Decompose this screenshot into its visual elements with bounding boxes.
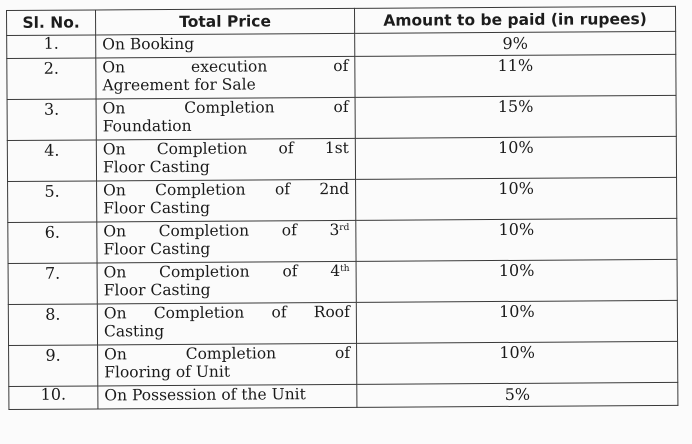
amount-percent-cell: 10% <box>356 259 677 302</box>
payment-stage-cell <box>98 343 357 386</box>
payment-stage-text: On Completion of 4 <box>103 261 341 282</box>
serial-number-cell: 2. <box>7 58 96 100</box>
payment-stage-line <box>104 262 350 282</box>
payment-stage-line <box>104 344 350 364</box>
payment-stage-text: On Booking <box>102 34 195 54</box>
table-row <box>7 95 676 140</box>
payment-stage-line <box>104 303 350 323</box>
header-total-price: Total Price <box>96 8 355 35</box>
header-amount: Amount to be paid (in rupees) <box>354 6 675 33</box>
payment-stage-text: On Completion of 1st <box>102 138 349 159</box>
table-row <box>8 218 677 263</box>
payment-stage-line-2: Floor Casting <box>103 239 211 259</box>
serial-number-cell: 5. <box>8 181 97 223</box>
payment-schedule-table <box>6 6 678 410</box>
payment-stage-line-2: Casting <box>103 322 165 341</box>
serial-number-cell: 6. <box>8 222 97 264</box>
amount-percent-cell: 11% <box>355 54 676 97</box>
amount-percent-cell: 15% <box>355 95 676 138</box>
table-row <box>8 177 677 222</box>
payment-stage-line-2: Floor Casting <box>103 280 211 300</box>
header-sl-no: Sl. No. <box>7 10 96 36</box>
payment-stage-cell <box>97 261 356 304</box>
payment-stage-line-2: Floor Casting <box>103 198 211 218</box>
payment-stage-line-2: Flooring of Unit <box>104 362 231 382</box>
payment-stage-line <box>102 35 348 54</box>
ordinal-suffix: rd <box>339 222 350 233</box>
payment-stage-cell <box>97 302 356 345</box>
table-row <box>7 54 676 99</box>
payment-stage-cell <box>98 384 357 409</box>
payment-stage-cell <box>96 33 355 58</box>
table-body <box>7 31 678 409</box>
payment-stage-line-2: Agreement for Sale <box>102 75 256 95</box>
table-row <box>8 300 677 345</box>
payment-stage-text: On Completion of <box>102 97 349 118</box>
table-header-row <box>7 6 676 35</box>
amount-percent-cell: 10% <box>356 177 677 220</box>
serial-number-cell: 3. <box>7 99 96 141</box>
serial-number-cell: 10. <box>9 386 98 410</box>
payment-stage-line-2: Foundation <box>102 116 192 136</box>
payment-stage-text: On Completion of 2nd <box>103 179 350 200</box>
serial-number-cell: 7. <box>8 263 97 305</box>
payment-stage-text: On Completion of <box>104 343 351 364</box>
serial-number-cell: 8. <box>8 304 97 346</box>
payment-stage-line <box>103 98 349 118</box>
payment-stage-text: On execution of <box>102 56 349 77</box>
table-row <box>9 382 678 409</box>
serial-number-cell: 1. <box>7 35 96 59</box>
table-row <box>7 136 676 181</box>
payment-stage-cell <box>96 56 355 99</box>
table-row <box>9 341 678 386</box>
payment-stage-cell <box>97 179 356 222</box>
payment-stage-line <box>102 57 348 77</box>
payment-stage-text: On Completion of Roof <box>103 302 350 323</box>
payment-stage-cell <box>96 97 355 140</box>
payment-stage-cell <box>97 220 356 263</box>
payment-stage-line <box>104 386 350 405</box>
payment-stage-line-2: Floor Casting <box>102 157 210 177</box>
amount-percent-cell: 10% <box>356 300 677 343</box>
ordinal-suffix: th <box>340 263 350 274</box>
payment-stage-line <box>103 221 349 241</box>
amount-percent-cell: 10% <box>355 136 676 179</box>
payment-stage-line <box>103 139 349 159</box>
serial-number-cell: 9. <box>9 345 98 387</box>
payment-stage-text: On Completion of 3 <box>103 220 340 241</box>
serial-number-cell: 4. <box>7 140 96 182</box>
amount-percent-cell: 5% <box>357 382 678 407</box>
amount-percent-cell: 10% <box>357 341 678 384</box>
amount-percent-cell: 9% <box>355 31 676 56</box>
amount-percent-cell: 10% <box>356 218 677 261</box>
payment-stage-text: On Possession of the Unit <box>104 385 306 405</box>
payment-stage-cell <box>96 138 355 181</box>
payment-stage-line <box>103 180 349 200</box>
table-row <box>8 259 677 304</box>
